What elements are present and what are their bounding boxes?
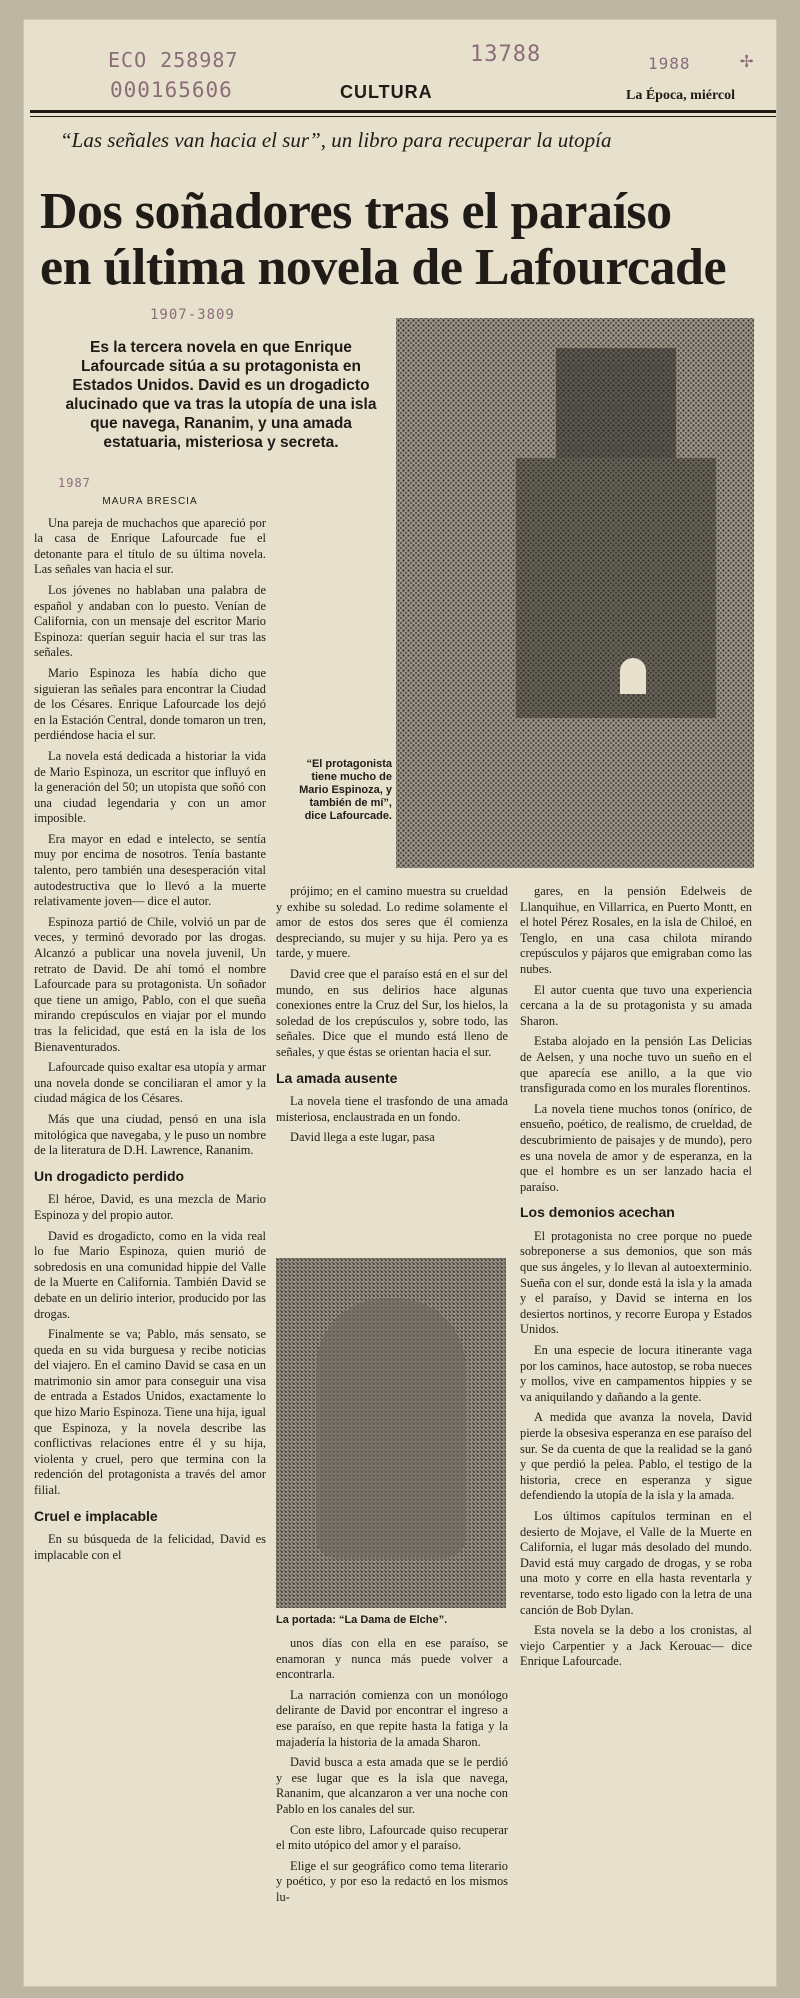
col1-paragraph: Lafourcade quiso exaltar esa utopía y armar una novela donde se conciliaran el amor y la ciudad mágica de los Césares. [34,1060,266,1106]
author-photo [396,318,754,868]
archive-code-1: ECO 258987 [108,48,239,72]
col3-paragraph: Estaba alojado en la pensión Las Delicias de Aelsen, y una noche tuvo un sueño en el que aparecía ese anillo, a la que vio transfigurada como en los murales florentinos. [520,1034,752,1096]
col3-paragraph: Los últimos capítulos terminan en el desierto de Mojave, el Valle de la Muerte en California, el lugar más desolado del mundo. David está muy cargado de drogas, y se roba una moto y corre en ella hasta reventarla y reventarse, todo esto ligado con la letra de una canción de Bob Dylan. [520,1508,752,1617]
col2-paragraph: Con este libro, Lafourcade quiso recuperar el mito utópico del amor y el paraíso. [276,1822,508,1853]
col3-paragraph: gares, en la pensión Edelweis de Llanquihue, en Villarrica, en Puerto Montt, en el hotel Pérez Rosales, en la isla de Chiloé, en Tenglo, en una casa chilota mirando crepúsculos y pájaros que emigraban como las nubes. [520,884,752,976]
header-rule-thin [30,116,776,117]
headline [40,184,760,296]
col1-paragraph: Finalmente se va; Pablo, más sensato, se queda en su vida burguesa y recibe noticias del viajero. En el camino David se casa en un matrimonio sin amor para conseguir una visa de entrada a Estados Unidos, exactamente lo que hizo Mario Espinoza. Tiene una hija, igual que Espinoza, y la novela describe las conflictivas relaciones entre él y su hija, violenta y cruel, pero que termina con la redención del protagonista a través del amor filial. [34,1327,266,1498]
photo-caption: “El protagonista tiene mucho de Mario Espinoza, y también de mí”, dice Lafourcade. [299,758,392,822]
subhead-amada: La amada ausente [276,1069,398,1086]
col2-paragraph: La narración comienza con un monólogo delirante de David por encontrar el ingreso a ese paraíso, en que repite hasta la fatiga y la majadería la historia de la amada Sharon. [276,1687,508,1749]
cover-bust [316,1298,466,1558]
archive-year: 1988 [648,54,691,73]
col1-paragraph: Los jóvenes no hablaban una palabra de español y andaban con lo puesto. Venían de California, con un mensaje del escritor Mario Espinoza: querían seguir hacia el sur tras las señales. [34,582,266,660]
col3-paragraph: A medida que avanza la novela, David pierde la obsesiva esperanza en ese paraíso del sur. Se da cuenta de que la realidad se la ganó y que perdió la pelea. Pablo, el testigo de la historia, crece en esperanza y sigue defendiendo la utopía de la isla y la amada. [520,1410,752,1503]
photo-window [620,658,646,694]
col1-paragraph: Era mayor en edad e intelecto, se sentía muy por encima de nosotros. Tenía bastante talento, pero también una desesperación vital autodestructiva que lo llevó a la muerte relativamente joven— dice el autor. [34,831,266,909]
cover-caption: La portada: “La Dama de Elche”. [276,1614,448,1626]
publication-date: La Época, miércol [626,88,736,103]
archive-mark-icon: ✢ [740,48,755,73]
col1-paragraph: Mario Espinoza les había dicho que siguieran las señales para encontrar la Ciudad de los Césares. Enrique Lafourcade los dejó en la Estación Central, donde tomaron un tren, perdiéndose hacia el sur. [34,665,266,743]
col2-paragraph: Elige el sur geográfico como tema literario y poético, y por eso la redactó en los mismos lu- [276,1858,508,1904]
byline: MAURA BRESCIA [102,496,198,507]
subhead-cruel: Cruel e implacable [34,1507,158,1524]
headline-line-1: Dos soñadores tras el paraíso [40,183,672,240]
col1-paragraph: Más que una ciudad, pensó en una isla mitológica que navegaba, y le puso un nombre de la literatura de D.H. Lawrence, Rananim. [34,1111,266,1158]
cover-image [276,1258,506,1608]
col1-paragraph: La novela está dedicada a historiar la vida de Mario Espinoza, un escritor que influyó en la generación del 50; un utopista que soñó con una ciudad legendaria y con un amor imposible. [34,748,266,826]
article-column-2-continued [276,1636,508,1911]
col2-paragraph: prójimo; en el camino muestra su crueldad y exhibe su soledad. Lo redime solamente el amor de estos dos seres que él comienza despreciando, su mujer y su hija. Pero ya es tarde, y muere. [276,884,508,961]
col2-paragraph: David busca a esta amada que se le perdió y ese lugar que es la isla que navega, Rananim, que alcanzaron a ver una noche con Pablo en los canales del sur. [276,1755,508,1816]
archive-dates: 1907-3809 [150,307,235,323]
article-column-2 [276,884,508,1151]
col2-paragraph: David cree que el paraíso está en el sur del mundo, en sus delirios hace algunas conexiones entre la Cruz del Sur, los hielos, la soledad de los crepúsculos y, sobre todo, las señales. Dice que el mundo está lleno de señales, y que éstas se orientan hacia el sur. [276,966,508,1059]
col3-paragraph: En una especie de locura itinerante vaga por los caminos, hace autostop, se roba nueces y mollos, vive en campamentos hippies y se va aniquilando y dañando a la gente. [520,1343,752,1404]
lead-paragraph: Es la tercera novela en que Enrique Lafourcade sitúa a su protagonista en Estados Unidos. David es un drogadicto alucinado que va tras la utopía de una isla que navega, Rananim, y una amada estatuaria, misteriosa y secreta. [65,339,377,451]
photo-tower-top [556,348,676,458]
col1-paragraph: El héroe, David, es una mezcla de Mario Espinoza y del propio autor. [34,1192,266,1222]
photo-tower-body [516,458,716,718]
subhead-drogadicto: Un drogadicto perdido [34,1167,185,1184]
header-rule [30,110,776,113]
section-label: CULTURA [340,82,433,102]
archive-number: 13788 [470,42,542,67]
col1-paragraph: Una pareja de muchachos que apareció por la casa de Enrique Lafourcade fue el detonante para el título de su última novela. Las señales van hacia el sur. [34,515,266,577]
col1-paragraph: Espinoza partió de Chile, volvió un par de veces, y terminó devorado por las drogas. Alcanzó a publicar una novela juvenil, Un retrato de David. De ahí tomó el nombre Lafourcade para su protagonista. Un soñador que tiene un amigo, Pablo, con el que sueña mirando crepúsculos en viajar por el mundo tras la felicidad, que está en la isla de los Bienaventurados. [34,914,266,1054]
col2-paragraph: La novela tiene el trasfondo de una amada misteriosa, enclaustrada en un fondo. [276,1094,508,1124]
col3-paragraph: El protagonista no cree porque no puede sobreponerse a sus demonios, que son más que sus ángeles, y lo llevan al autoexterminio. Sueña con el sur, donde está la isla y la amada y el paraíso, y David se interna en los desiertos nortinos, y recorre Europa y Estados Unidos. [520,1228,752,1337]
archive-code-2: 000165606 [110,78,233,102]
article-column-1 [34,494,266,1568]
col1-paragraph: David es drogadicto, como en la vida real lo fue Mario Espinoza, quien murió de sobredosis en una comunidad hippie del Valle de la Muerte en California. También David se debate en un delirio interior, producido por las drogas. [34,1228,266,1321]
headline-line-2: en última novela de Lafourcade [40,239,727,296]
col2-paragraph: unos días con ella en ese paraíso, se enamoran y nunca más puede volver a encontrarla. [276,1636,508,1682]
kicker: “Las señales van hacia el sur”, un libro para recuperar la utopía [60,128,612,152]
col3-paragraph: El autor cuenta que tuvo una experiencia cercana a la de su protagonista y su amada Sharon. [520,982,752,1028]
col3-paragraph: La novela tiene muchos tonos (onírico, de ensueño, poético, de realismo, de crueldad, de descubrimiento de paisajes y de mundo), pero es una novela de amor y de esperanza, en la que el hombre es un ser lanzado hacia el paraíso. [520,1101,752,1194]
margin-year: 1987 [58,476,91,490]
col1-paragraph: En su búsqueda de la felicidad, David es implacable con el [34,1532,266,1562]
article-column-3 [520,884,752,1675]
col2-paragraph: David llega a este lugar, pasa [290,1130,435,1145]
subhead-demonios: Los demonios acechan [520,1204,675,1221]
col3-paragraph: Esta novela se la debo a los cronistas, al viejo Carpentier y a Jack Kerouac— dice Enrique Lafourcade. [520,1623,752,1669]
